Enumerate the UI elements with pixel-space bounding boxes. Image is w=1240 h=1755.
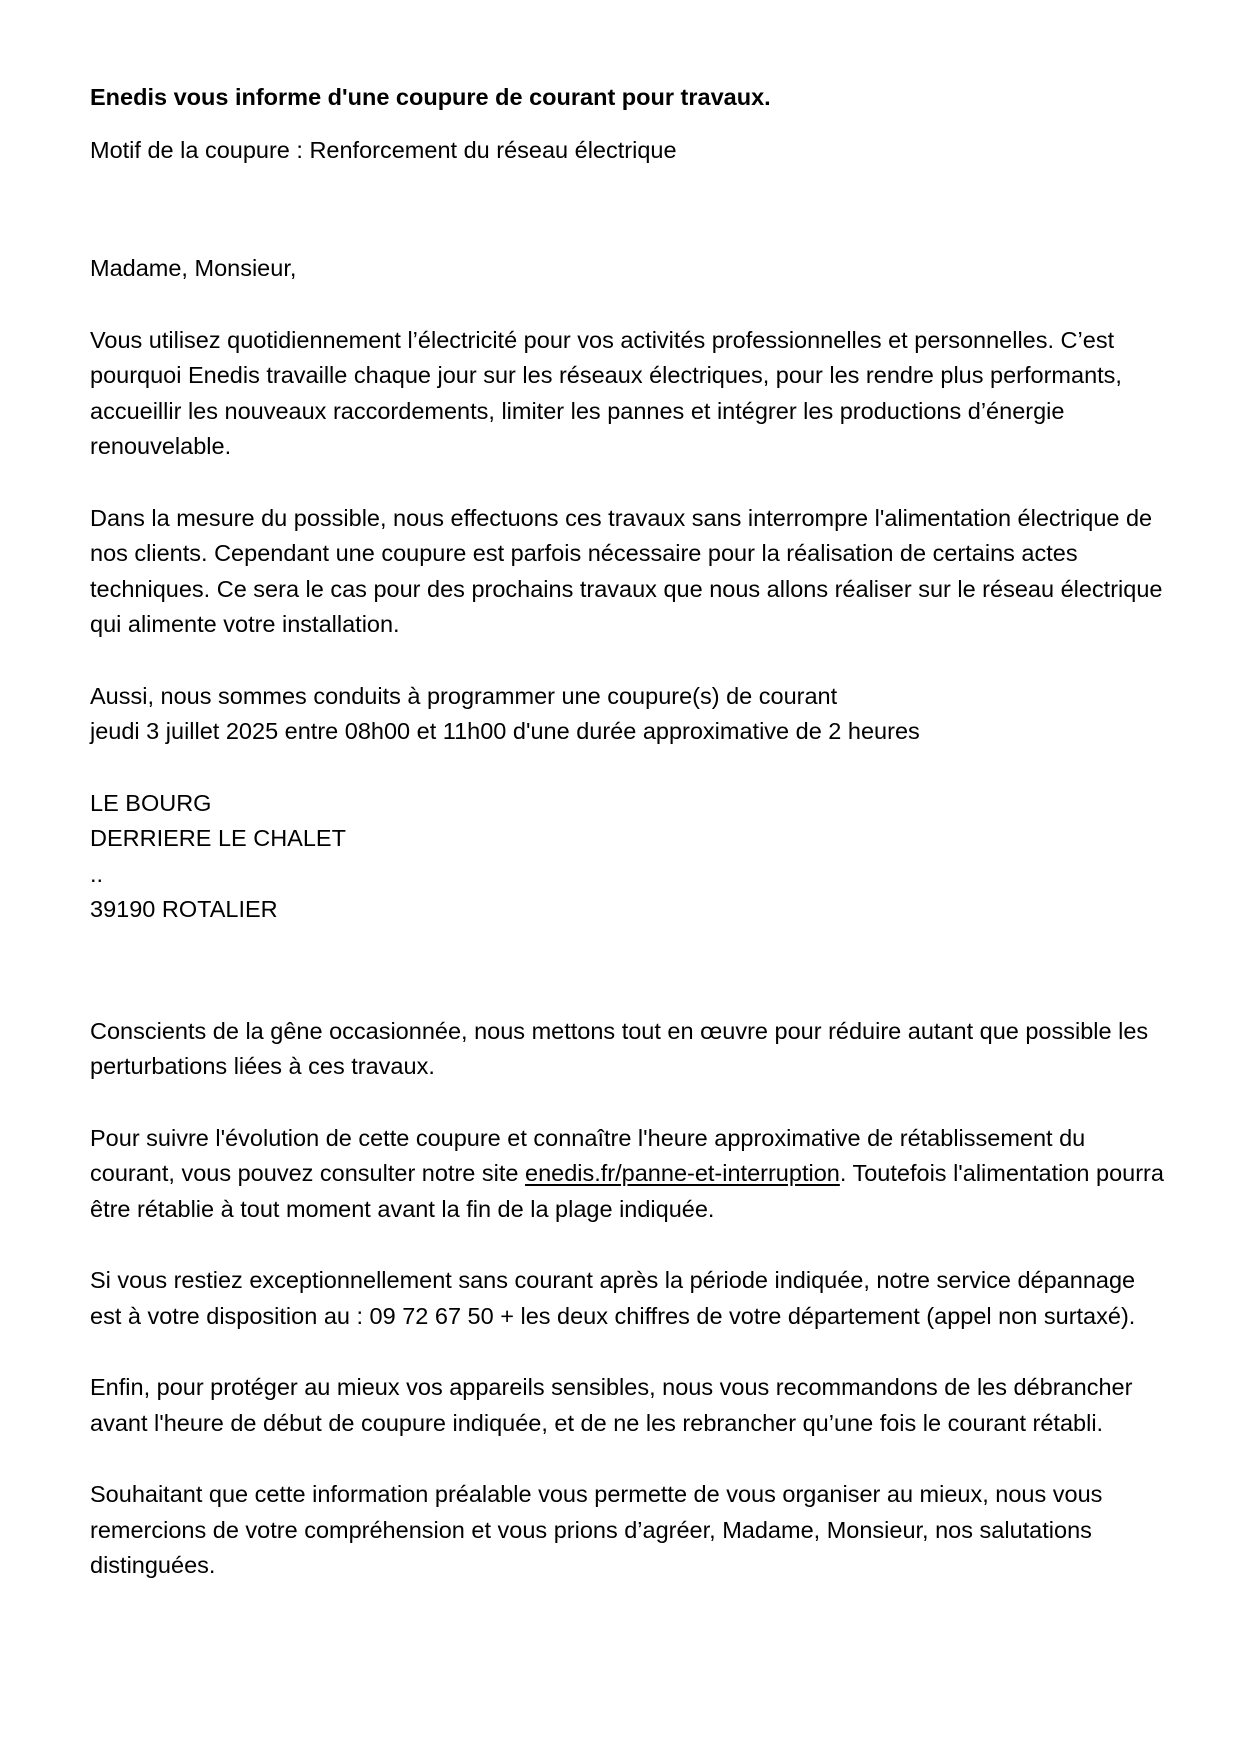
address-line-3: .. bbox=[90, 860, 104, 887]
tracking-text-after: . Toutefois l'alimentation pourra être rétablie à tout moment avant la fin de la plage indiquée. bbox=[90, 1160, 1164, 1222]
appliance-advice-paragraph: Enfin, pour protéger au mieux vos appareils sensibles, nous vous recommandons de les débrancher avant l'heure de début de coupure indiquée, et de ne les rebrancher qu’une fois le courant rétabli. bbox=[90, 1374, 1133, 1436]
helpline-paragraph: Si vous restiez exceptionnellement sans courant après la période indiquée, notre service dépannage est à votre disposition au : 09 72 67 50 + les deux chiffres de votre département (appel non surtaxé). bbox=[90, 1267, 1136, 1329]
explanation-paragraph: Dans la mesure du possible, nous effectuons ces travaux sans interrompre l'alimentation électrique de nos clients. Cependant une coupure est parfois nécessaire pour la réalisation de certains actes techniques. Ce sera le cas pour des prochains travaux que nous allons réaliser sur le réseau électrique qui alimente votre installation. bbox=[90, 504, 1163, 637]
address-block bbox=[90, 786, 1170, 928]
letter-body bbox=[90, 80, 1170, 1584]
address-line-4: 39190 ROTALIER bbox=[90, 896, 278, 922]
salutation: Madame, Monsieur, bbox=[90, 255, 297, 281]
letter-title: Enedis vous informe d'une coupure de courant pour travaux. bbox=[90, 84, 771, 110]
schedule-intro: Aussi, nous sommes conduits à programmer une coupure(s) de courant bbox=[90, 682, 838, 709]
intro-paragraph: Vous utilisez quotidiennement l’électricité pour vos activités professionnelles et personnelles. C’est pourquoi Enedis travaille chaque jour sur les réseaux électriques, pour les rendre plus performants, accueillir les nouveaux raccordements, limiter les pannes et intégrer les productions d’énergie renouvelable. bbox=[90, 326, 1122, 459]
tracking-paragraph bbox=[90, 1121, 1170, 1228]
address-line-1: LE BOURG bbox=[90, 789, 212, 816]
outage-info-link[interactable]: enedis.fr/panne-et-interruption bbox=[525, 1160, 840, 1186]
address-line-2: DERRIERE LE CHALET bbox=[90, 825, 346, 851]
schedule-block bbox=[90, 679, 1170, 750]
schedule-detail: jeudi 3 juillet 2025 entre 08h00 et 11h00 d'une durée approximative de 2 heures bbox=[90, 718, 920, 744]
closing-paragraph: Souhaitant que cette information préalable vous permette de vous organiser au mieux, nous vous remercions de votre compréhension et vous prions d’agréer, Madame, Monsieur, nos salutations distinguées. bbox=[90, 1481, 1103, 1578]
tracking-text-before: Pour suivre l'évolution de cette coupure et connaître l'heure approximative de rétablissement du courant, vous pouvez consulter notre site bbox=[90, 1124, 1086, 1186]
outage-reason: Motif de la coupure : Renforcement du réseau électrique bbox=[90, 136, 677, 163]
apology-paragraph: Conscients de la gêne occasionnée, nous mettons tout en œuvre pour réduire autant que possible les perturbations liées à ces travaux. bbox=[90, 1017, 1149, 1079]
